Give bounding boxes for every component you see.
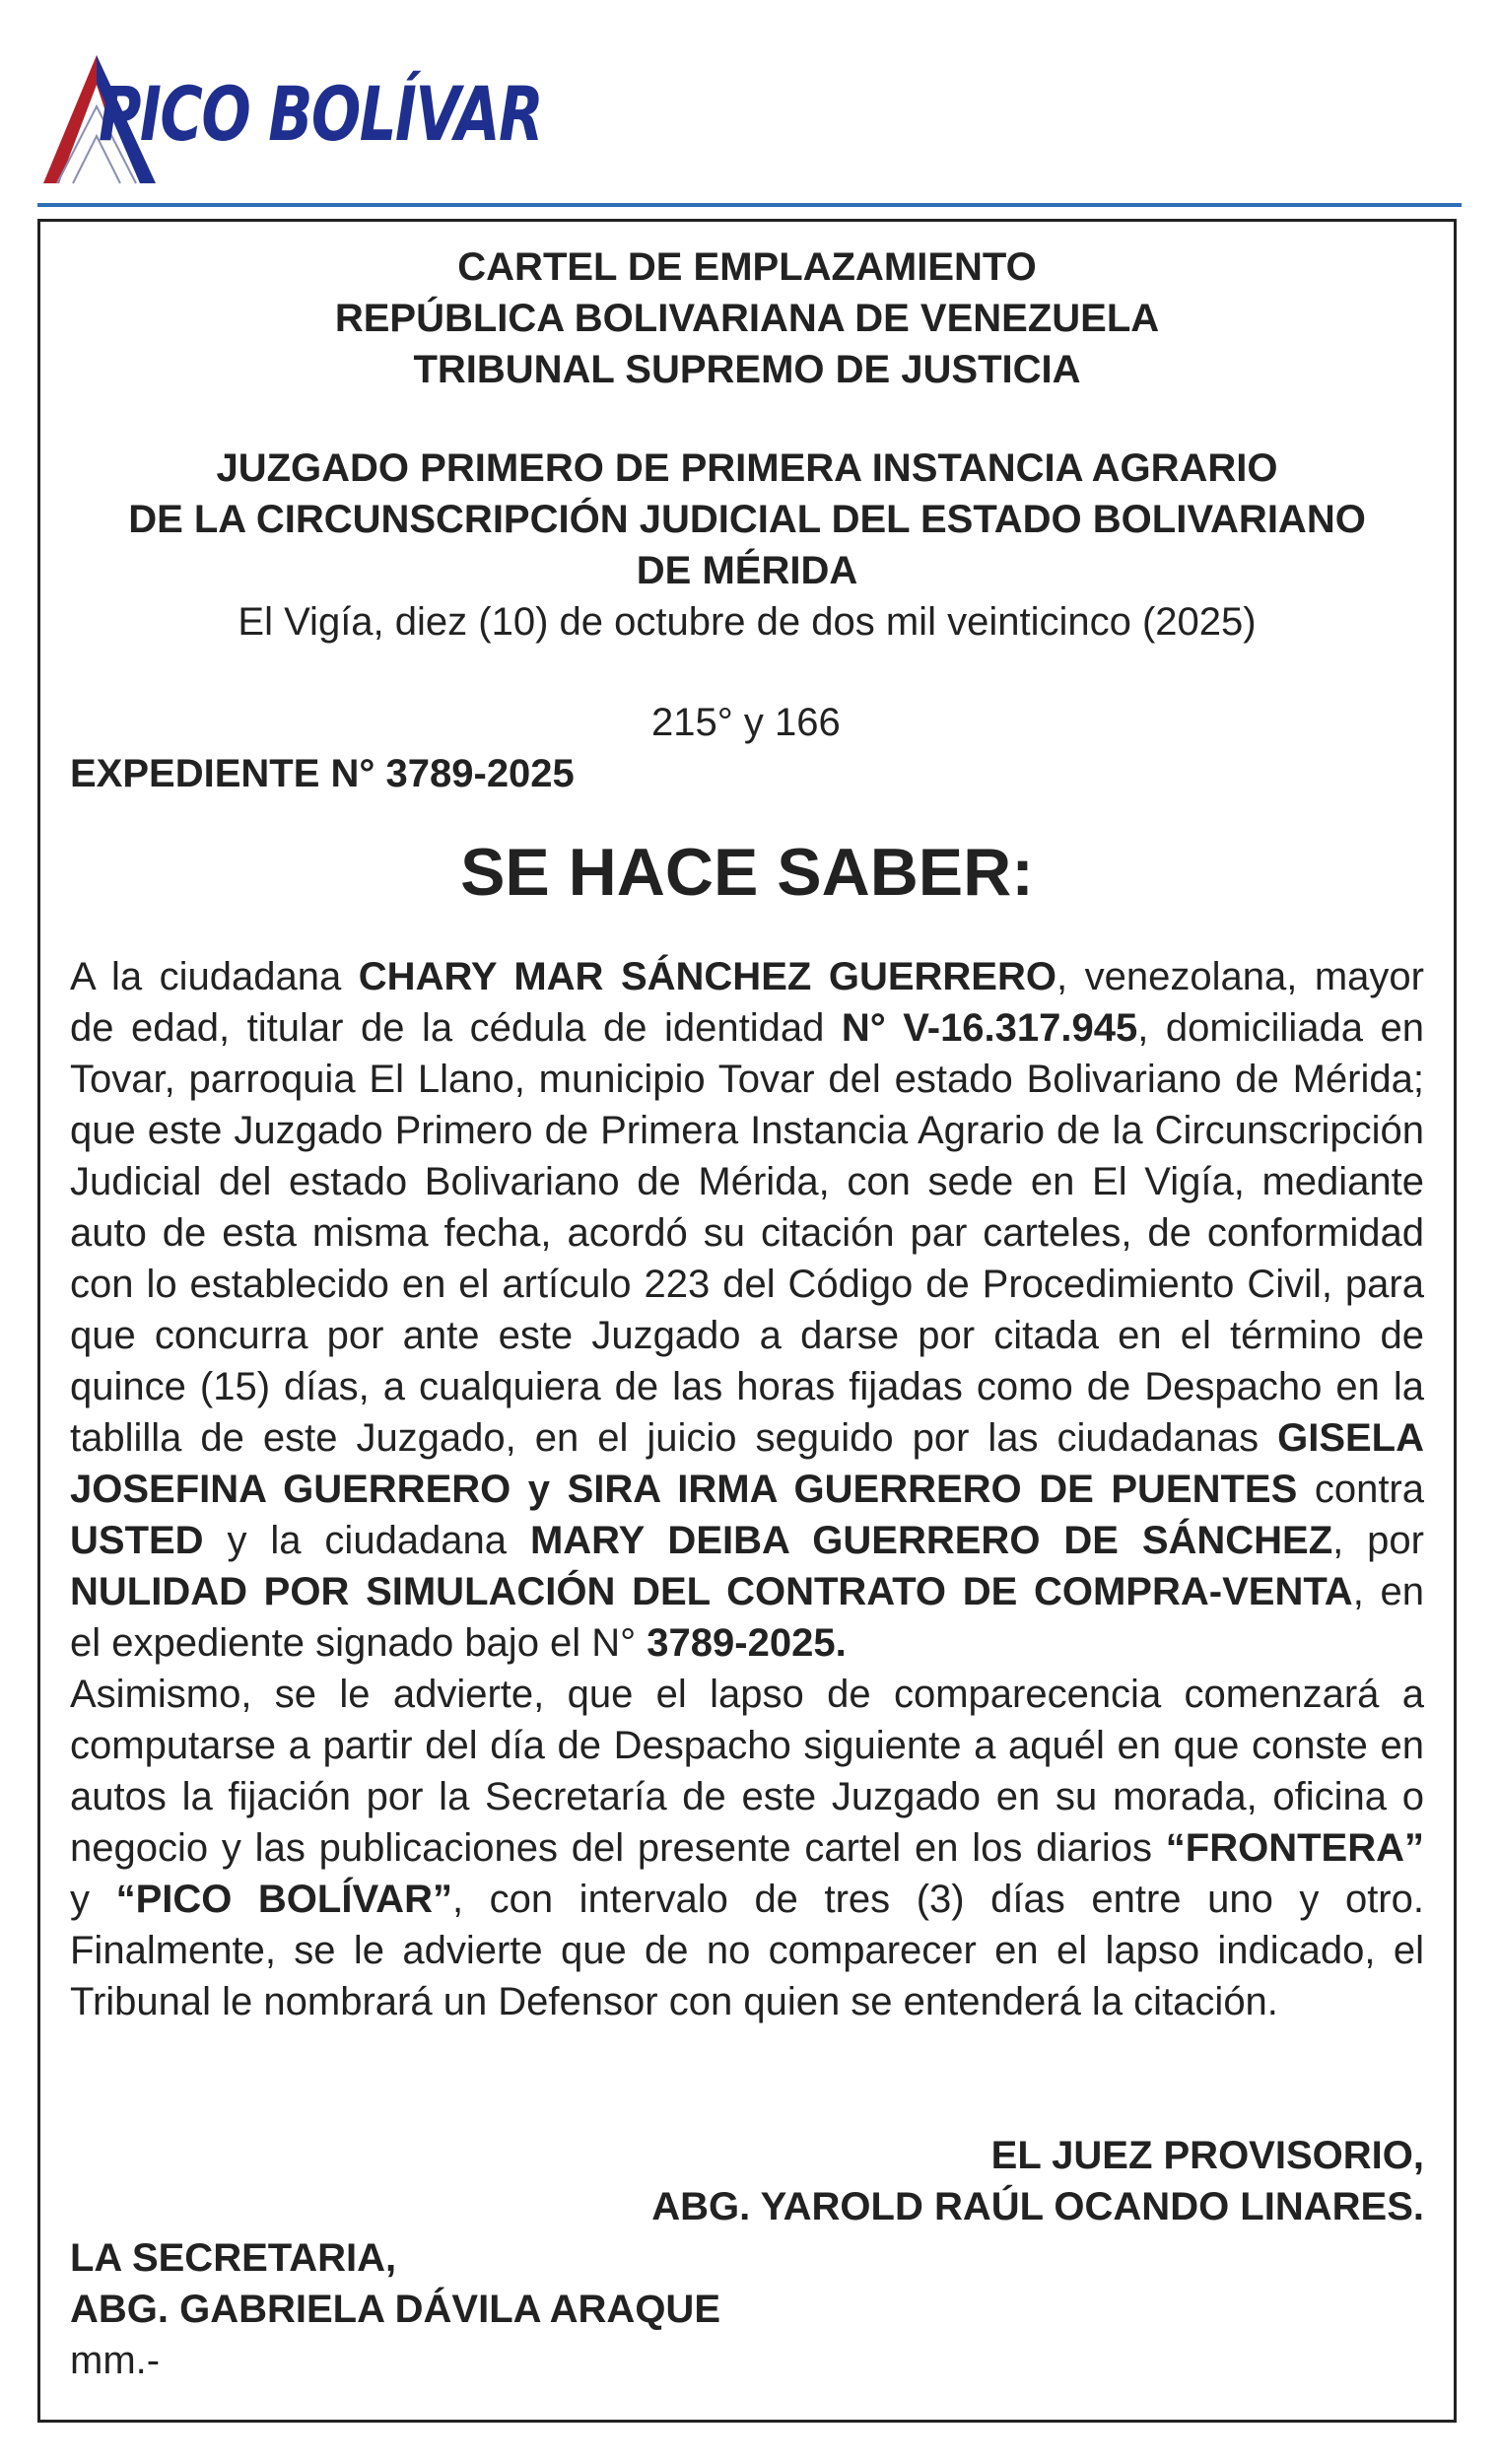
paragraph-1: A la ciudadana CHARY MAR SÁNCHEZ GUERRERO, venezolana, mayor de edad, titular de la cédula de identidad N° V-16.317.945, domiciliada en Tovar, parroquia El Llano, municipio Tovar del estado Bolivariano de Mérida; que este Juzgado Primero de Primera Instancia Agrario de la Circunscripción Judicial del estado Bolivariano de Mérida, con sede en El Vigía, mediante auto de esta misma fecha, acordó su citación par carteles, de conformidad con lo establecido en el artículo 223 del Código de Procedimiento Civil, para que concurra por ante este Juzgado a darse por citada en el término de quince (15) días, a cualquiera de las horas fijadas como de Despacho en la tablilla de este Juzgado, en el juicio seguido por las ciudadanas GISELA JOSEFINA GUERRERO y SIRA IRMA GUERRERO DE PUENTES contra USTED y la ciudadana MARY DEIBA GUERRERO DE SÁNCHEZ, por NULIDAD POR SIMULACIÓN DEL CONTRATO DE COMPRA-VENTA, en el expediente signado bajo el N° 3789-2025.: [70, 955, 1424, 1665]
expediente-number: EXPEDIENTE N° 3789-2025: [70, 752, 575, 795]
header-line-3: TRIBUNAL SUPREMO DE JUSTICIA: [413, 348, 1081, 391]
court-date: El Vigía, diez (10) de octubre de dos mil veinticinco (2025): [238, 600, 1257, 644]
secretary-role: LA SECRETARIA,: [70, 2236, 397, 2280]
page-title: SE HACE SABER:: [460, 835, 1034, 910]
notice-body: [70, 951, 1424, 2027]
logo-underline: [37, 203, 1462, 207]
header-line-1: CARTEL DE EMPLAZAMIENTO: [457, 245, 1037, 289]
logo-brand-text: PICO BOLÍVAR: [99, 70, 543, 158]
secretary-signature: [70, 2232, 1424, 2386]
court-line-2: DE LA CIRCUNSCRIPCIÓN JUDICIAL DEL ESTADO BOLIVARIANO: [128, 498, 1366, 541]
header-line-2: REPÚBLICA BOLIVARIANA DE VENEZUELA: [334, 297, 1160, 340]
judge-name: ABG. YAROLD RAÚL OCANDO LINARES.: [651, 2185, 1424, 2228]
years-label: 215° y 166: [651, 701, 841, 744]
court-block: [70, 443, 1424, 648]
initials: mm.-: [70, 2339, 161, 2382]
judge-role: EL JUEZ PROVISORIO,: [990, 2134, 1424, 2177]
court-line-3: DE MÉRIDA: [636, 549, 858, 592]
header-block: [70, 241, 1424, 395]
notice-frame: [37, 219, 1457, 2423]
paragraph-2: Asimismo, se le advierte, que el lapso de comparecencia comenzará a computarse a partir del día de Despacho siguiente a aquél en que conste en autos la fijación por la Secretaría de este Juzgado en su morada, oficina o negocio y las publicaciones del presente cartel en los diarios “FRONTERA” y “PICO BOLÍVAR”, con intervalo de tres (3) días entre uno y otro. Finalmente, se le advierte que de no comparecer en el lapso indicado, el Tribunal le nombrará un Defensor con quien se entenderá la citación.: [70, 1673, 1424, 2023]
secretary-name: ABG. GABRIELA DÁVILA ARAQUE: [70, 2288, 720, 2331]
court-line-1: JUZGADO PRIMERO DE PRIMERA INSTANCIA AGRARIO: [216, 446, 1278, 490]
judge-signature: [70, 2130, 1424, 2232]
